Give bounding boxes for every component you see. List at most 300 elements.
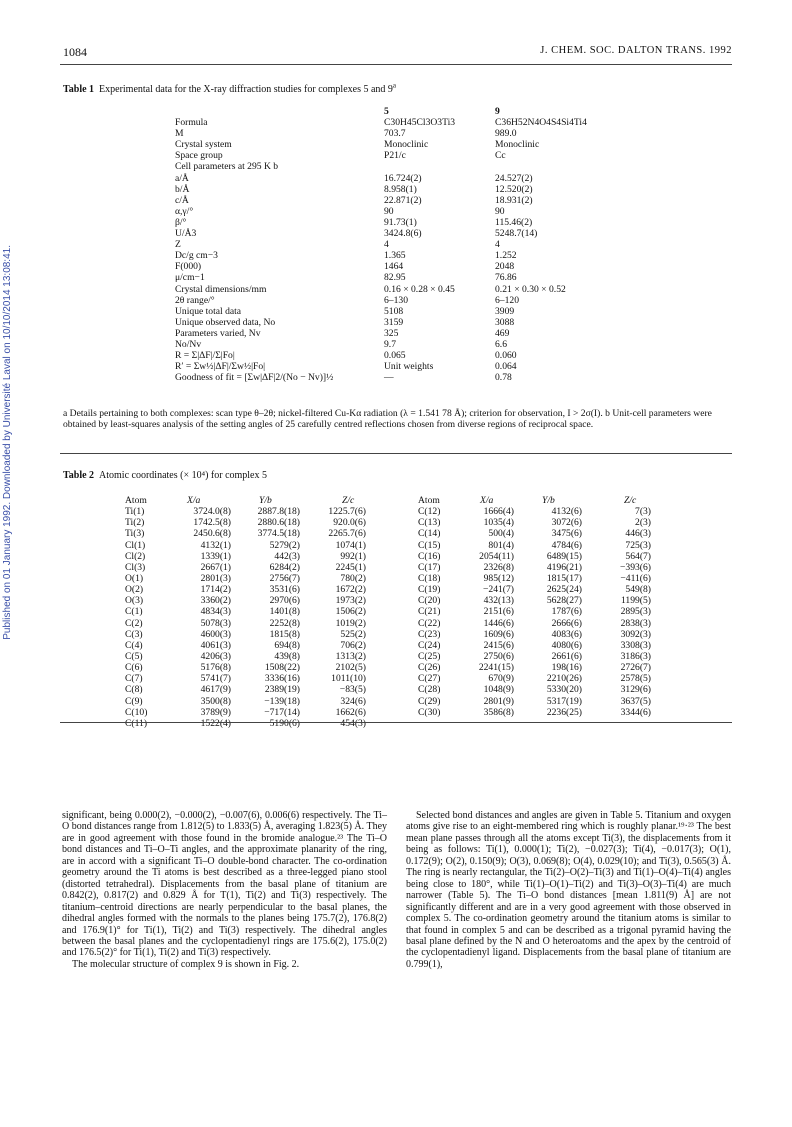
table2-row (125, 517, 408, 528)
table2-cell: 1662(6) (335, 706, 366, 718)
table2-cell: 3072(6) (551, 517, 582, 529)
table2-cell: 3789(9) (200, 706, 231, 718)
table1-cell: 91.73(1) (384, 216, 417, 228)
table1-cell: 0.21 × 0.30 × 0.52 (495, 283, 566, 295)
table1-cell: 2θ range/° (175, 294, 215, 306)
table2-row (418, 595, 693, 606)
table2-cell: 3531(6) (269, 584, 300, 596)
table2-row (125, 606, 408, 617)
table1-row (175, 328, 615, 339)
body-paragraph: Selected bond distances and angles are given in Table 5. Titanium and oxygen atoms give rise to an eight-membered ring which is roughly planar.¹⁹·²³ The best mean plane passes through all the atoms except Ti(3), the displacements from it being as follows: Ti(1), 0.000(1); Ti(2), −0.027(3); Ti(4), −0.017(3); O(1), 0.172(9); O(2), 0.150(9); O(3), 0.069(8); O(4), 0.029(10); and Ti(3), 0.565(3) Å. The ring is nearly rectangular, the Ti(2)–O(2)–Ti(3) and Ti(1)–O(4)–Ti(4) angles being close to 180°, while Ti(1)–O(1)–Ti(2) and Ti(3)–O(3)–Ti(4) are much narrower (Table 5). The Ti–O bond distances [mean 1.811(9) Å] are not significantly different and are in a very good agreement with those observed in complex 5. The co-ordination geometry around the titanium atoms is similar to that found in complex 5 and can be described as a trigonal pyramid having the basal plane defined by the N and O heteroatoms and the apex by the centroid of the cyclopentadienyl ligand. Displacements from the basal plane of titanium are 0.799(1), (406, 810, 731, 970)
table2-cell: 2236(25) (546, 706, 582, 718)
table1-cell: — (384, 372, 394, 384)
table1-cell: 6–130 (384, 294, 408, 306)
table1-cell: 4 (495, 239, 500, 251)
table2-header-cell: Atom (418, 495, 440, 506)
table2-header-cell: Atom (125, 495, 147, 506)
table1-cell: 0.78 (495, 372, 512, 384)
table2-cell: 2801(3) (200, 572, 231, 584)
table2-cell: C(30) (418, 706, 441, 718)
table2-row (125, 673, 408, 684)
table2-row (125, 584, 408, 595)
table1-header-cell: 9 (495, 106, 500, 117)
table1-cell: 16.724(2) (384, 172, 422, 184)
table1-header-cell: 5 (384, 106, 389, 117)
table2-cell: 2151(6) (483, 606, 514, 618)
body-paragraph: significant, being 0.000(2), −0.000(2), −0.007(6), 0.006(6) respectively. The Ti–O bond distances range from 1.812(5) to 1.833(5) Å, averaging 1.823(5) Å. They are in good agreement with those found in the bromide analogue.²³ The Ti–O bond distances and Ti–O–Ti angles, and the approximate planarity of the ring, are in accord with a significant Ti–O double-bond character. The co-ordination geometry around the Ti atoms is best described as a three-legged piano stool (distorted tetrahedral). Displacements from the basal plane of titanium are 0.842(2), 0.817(2) and 0.829 Å for T(1), Ti(2) and Ti(3) respectively. The titanium–centroid directions are nearly perpendicular to the basal planes, the dihedral angles formed with the normals to the planes being 175.7(2), 176.8(2) and 176.9(1)° for Ti(1), Ti(2) and Ti(3) respectively. The dihedral angles between the basal planes and the cyclopentadienyl rings are 175.6(2), 175.0(2) and 176.5(2)° for Ti(1), Ti(2) and Ti(3) respectively. (62, 810, 388, 959)
table2-row (418, 528, 693, 539)
table1-caption: Table 1 Experimental data for the X-ray diffraction studies for complexes 5 and 9$^a$ (63, 81, 397, 95)
table2-cell: 1225.7(6) (328, 506, 366, 518)
table2-cell: 985(12) (483, 572, 514, 584)
table2-cell: −139(18) (264, 695, 300, 707)
table2-row (125, 662, 408, 673)
table1-cell: 0.064 (495, 361, 517, 373)
table2-row (418, 696, 693, 707)
table2-cell: 2887.8(18) (257, 506, 300, 518)
table1-row (175, 306, 615, 317)
table2-cell: 5078(3) (200, 617, 231, 629)
table2-cell: 3637(5) (620, 695, 651, 707)
table2-cell: O(2) (125, 584, 144, 596)
table2-row (125, 651, 408, 662)
table2-cell: C(17) (418, 561, 441, 573)
table1-cell: No/Nv (175, 338, 202, 350)
table1-row (175, 228, 615, 239)
table1-row (175, 250, 615, 261)
table1-cell: Cc (495, 150, 506, 162)
table2-cell: 2252(8) (269, 617, 300, 629)
table2-cell: 1313(2) (335, 650, 366, 662)
table1-row (175, 150, 615, 161)
table2-row (418, 584, 693, 595)
table2-cell: 706(2) (340, 639, 366, 651)
table2-cell: 694(8) (274, 639, 300, 651)
table2-header-cell: Y/b (259, 495, 272, 506)
table1-header-row (175, 106, 615, 117)
table2-cell: 4600(3) (200, 628, 231, 640)
table2-cell: 2880.6(18) (257, 517, 300, 529)
table1-row (175, 195, 615, 206)
table1-row (175, 272, 615, 283)
table1-cell: Z (175, 239, 181, 251)
table1-cell: Crystal system (175, 139, 232, 151)
table1-row (175, 339, 615, 350)
table2-cell: 3344(6) (620, 706, 651, 718)
table1-cell: 12.520(2) (495, 183, 533, 195)
table2-cell: C(12) (418, 506, 441, 518)
table2-cell: 6489(15) (546, 550, 582, 562)
table2-cell: 5628(27) (546, 595, 582, 607)
table1 (175, 106, 615, 383)
table1-row (175, 117, 615, 128)
table2-row (125, 640, 408, 651)
table2-cell: 446(3) (625, 528, 651, 540)
table1-cell: 6.6 (495, 338, 507, 350)
table2-cell: 5176(8) (200, 662, 231, 674)
table2-row (418, 618, 693, 629)
table2-header-cell: Z/c (342, 495, 355, 506)
table2-row (418, 673, 693, 684)
table2-cell: −393(6) (620, 561, 651, 573)
table2-cell: 2245(1) (335, 561, 366, 573)
table1-cell: 5108 (384, 305, 404, 317)
table2-cell: O(1) (125, 572, 144, 584)
table2-cell: Cl(1) (125, 539, 146, 551)
table2-cell: 4132(6) (551, 506, 582, 518)
table1-row (175, 317, 615, 328)
table2-cell: 5190(6) (269, 717, 300, 729)
table2-cell: C(7) (125, 673, 143, 685)
table2-cell: 500(4) (488, 528, 514, 540)
table2-row (125, 684, 408, 695)
table2-cell: C(4) (125, 639, 143, 651)
table2-cell: 5330(20) (546, 684, 582, 696)
table2-cell: 2750(6) (483, 650, 514, 662)
table2-row (125, 528, 408, 539)
table2-cell: C(15) (418, 539, 441, 551)
table1-cell: Unique total data (175, 305, 242, 317)
table2-cell: 1446(6) (483, 617, 514, 629)
table2-cell: 1339(1) (200, 550, 231, 562)
table2-row (418, 506, 693, 517)
table1-footnote: a Details pertaining to both complexes: scan type θ–2θ; nickel-filtered Cu-Kα radiation (λ = 1.541 78 Å); criterion for observation, I > 2σ(I). b Unit-cell parameters were obtained by least-squares analysis of the setting angles of 25 carefully centred reflections chosen from diverse regions of reciprocal space. (63, 408, 712, 431)
table1-cell: Goodness of fit = [Σw|ΔF|2/(No − Nv)]½ (175, 372, 334, 384)
table2-cell: C(23) (418, 628, 441, 640)
provenance-sidebar (2, 245, 18, 855)
table2-cell: C(21) (418, 606, 441, 618)
table2-cell: 6284(2) (269, 561, 300, 573)
table2-cell: 3500(8) (200, 695, 231, 707)
table2-cell: 564(7) (625, 550, 651, 562)
table2-cell: −241(7) (483, 584, 514, 596)
table2-row (418, 651, 693, 662)
table1-cell: 4 (384, 239, 389, 251)
table2-cell: C(22) (418, 617, 441, 629)
table2-cell: 4617(9) (200, 684, 231, 696)
table2-cell: 670(9) (488, 673, 514, 685)
table1-cell: 22.871(2) (384, 194, 422, 206)
table2-cell: Cl(3) (125, 561, 146, 573)
table2-caption: Table 2 Atomic coordinates (× 10⁴) for complex 5 (63, 470, 267, 481)
table1-cell: C36H52N4O4S4Si4Ti4 (495, 117, 587, 129)
table2-cell: 1401(8) (269, 606, 300, 618)
table2-cell: C(25) (418, 650, 441, 662)
table2-header-cell: Y/b (542, 495, 555, 506)
table2-row (125, 506, 408, 517)
table2-cell: 801(4) (488, 539, 514, 551)
table2-cell: 4132(1) (200, 539, 231, 551)
table2-cell: 442(3) (274, 550, 300, 562)
table1-cell: R′ = Σw½|ΔF|/Σw½|Fo| (175, 361, 266, 373)
table2-cell: C(29) (418, 695, 441, 707)
table1-cell: 3088 (495, 316, 515, 328)
table1-cell: 24.527(2) (495, 172, 533, 184)
table2-row (125, 718, 408, 729)
table1-cell: 82.95 (384, 272, 406, 284)
table1-cell: U/Å3 (175, 228, 197, 240)
table2-cell: 3336(16) (264, 673, 300, 685)
table2-row (418, 606, 693, 617)
table2-cell: 2241(15) (478, 662, 514, 674)
table2-cell: 2415(6) (483, 639, 514, 651)
table1-bottom-rule (60, 453, 732, 454)
table1-cell: 989.0 (495, 128, 517, 140)
page-number: 1084 (63, 45, 87, 59)
table2-right-block (418, 495, 693, 718)
table2-cell: C(11) (125, 717, 148, 729)
table1-row (175, 239, 615, 250)
table1-header-cell (175, 106, 384, 117)
table2-header-cell: X/a (187, 495, 201, 506)
table2-cell: 439(8) (274, 650, 300, 662)
table2-cell: 3360(2) (200, 595, 231, 607)
table2-cell: 2625(24) (546, 584, 582, 596)
table2-cell: 4784(6) (551, 539, 582, 551)
table2-cell: 2801(9) (483, 695, 514, 707)
table1-row (175, 139, 615, 150)
table1-cell: 2048 (495, 261, 515, 273)
table2-cell: 2102(5) (335, 662, 366, 674)
table1-cell: C30H45Cl3O3Ti3 (384, 117, 456, 129)
table2-cell: 725(3) (625, 539, 651, 551)
table2-cell: 2838(3) (620, 617, 651, 629)
table1-cell: 1.252 (495, 250, 517, 262)
table2-cell: C(6) (125, 662, 143, 674)
table2-cell: 432(13) (483, 595, 514, 607)
table2-cell: 1609(6) (483, 628, 514, 640)
table2-row (125, 595, 408, 606)
table2-cell: 1522(4) (200, 717, 231, 729)
table2-cell: 4083(6) (551, 628, 582, 640)
table1-cell: Parameters varied, Nv (175, 327, 261, 339)
table2-cell: 1199(5) (620, 595, 651, 607)
table1-cell: α,γ/° (175, 205, 194, 217)
table1-cell: P21/c (384, 150, 406, 162)
table1-cell: 1464 (384, 261, 404, 273)
table1-cell: 3159 (384, 316, 404, 328)
table2-cell: C(13) (418, 517, 441, 529)
table2-cell: C(24) (418, 639, 441, 651)
table1-cell: 325 (384, 327, 399, 339)
table2-header-row (418, 495, 693, 506)
table2-cell: 5741(7) (200, 673, 231, 685)
table2-cell: C(10) (125, 706, 148, 718)
provenance-text: Published on 01 January 1992. Downloaded by Université Laval on 10/10/2014 13:08:41. (2, 245, 13, 640)
table1-cell: 1.365 (384, 250, 406, 262)
table1-cell: 6–120 (495, 294, 519, 306)
table1-row (175, 161, 615, 172)
table2-cell: C(19) (418, 584, 441, 596)
header-rule (60, 64, 732, 65)
table2-row (125, 629, 408, 640)
table1-cell: b/Å (175, 183, 190, 195)
table2-cell: 2726(7) (620, 662, 651, 674)
table2-cell: 4834(3) (200, 606, 231, 618)
table2-cell: 2(3) (635, 517, 651, 529)
table1-cell: μ/cm−1 (175, 272, 205, 284)
table2-cell: 1019(2) (335, 617, 366, 629)
table1-cell: Unit weights (384, 361, 434, 373)
table1-cell: 9.7 (384, 338, 396, 350)
table2-cell: 1508(22) (264, 662, 300, 674)
table2-row (125, 696, 408, 707)
table2-row (125, 562, 408, 573)
table2-cell: 3774.5(18) (257, 528, 300, 540)
table2-cell: 549(8) (625, 584, 651, 596)
table1-row (175, 295, 615, 306)
table1-cell: Cell parameters at 295 K b (175, 161, 279, 173)
table2-cell: 1742.5(8) (193, 517, 231, 529)
table2-cell: 2265.7(6) (328, 528, 366, 540)
table1-cell (495, 161, 615, 172)
table1-cell: 703.7 (384, 128, 406, 140)
table2-cell: 1815(8) (269, 628, 300, 640)
table2-bottom-rule (60, 722, 732, 723)
table1-cell: Space group (175, 150, 223, 162)
table2-header-cell: X/a (480, 495, 494, 506)
table2-cell: 4196(21) (546, 561, 582, 573)
table2-header-row (125, 495, 408, 506)
table1-cell: 469 (495, 327, 510, 339)
table1-row (175, 128, 615, 139)
table1-cell: 76.86 (495, 272, 517, 284)
table2-row (418, 662, 693, 673)
table2-cell: 1035(4) (483, 517, 514, 529)
table2-row (418, 684, 693, 695)
table2-cell: C(3) (125, 628, 143, 640)
table2-cell: 198(16) (551, 662, 582, 674)
table2-cell: C(14) (418, 528, 441, 540)
table1-cell: 0.065 (384, 350, 406, 362)
table1-row (175, 261, 615, 272)
table1-row (175, 372, 615, 383)
table2-cell: 4061(3) (200, 639, 231, 651)
table2-cell: 4080(6) (551, 639, 582, 651)
table2-cell: 1973(2) (335, 595, 366, 607)
table2-cell: 3724.0(8) (193, 506, 231, 518)
table2-cell: 1074(1) (335, 539, 366, 551)
table2-cell: 780(2) (340, 572, 366, 584)
table2-cell: 1787(6) (551, 606, 582, 618)
table1-cell: M (175, 128, 184, 140)
table2-cell: 324(6) (340, 695, 366, 707)
table1-row (175, 206, 615, 217)
table2-cell: C(2) (125, 617, 143, 629)
table2-cell: 1672(2) (335, 584, 366, 596)
table2-cell: 2661(6) (551, 650, 582, 662)
table1-cell: Monoclinic (495, 139, 540, 151)
table2-row (418, 573, 693, 584)
table2-cell: 2326(8) (483, 561, 514, 573)
table2-cell: 5317(19) (546, 695, 582, 707)
table1-cell: Unique observed data, No (175, 316, 276, 328)
table1-cell: 3424.8(6) (384, 228, 422, 240)
table2-cell: 2450.6(8) (193, 528, 231, 540)
table2-cell: 1666(4) (483, 506, 514, 518)
table2-cell: C(9) (125, 695, 143, 707)
table2-cell: 2210(26) (546, 673, 582, 685)
table2-cell: 1714(2) (200, 584, 231, 596)
table1-row (175, 350, 615, 361)
table2-row (418, 629, 693, 640)
table1-cell: 0.16 × 0.28 × 0.45 (384, 283, 455, 295)
journal-header: J. CHEM. SOC. DALTON TRANS. 1992 (540, 45, 732, 56)
table2-row (418, 707, 693, 718)
body-left-column (62, 810, 387, 970)
table2-cell: −83(5) (339, 684, 366, 696)
table1-cell: Formula (175, 117, 208, 129)
table2-cell: 4206(3) (200, 650, 231, 662)
table1-cell: c/Å (175, 194, 189, 206)
table1-cell: a/Å (175, 172, 189, 184)
table1-cell: R = Σ|ΔF|/Σ|Fo| (175, 350, 235, 362)
table2-cell: C(8) (125, 684, 143, 696)
table1-cell: 3909 (495, 305, 515, 317)
table1-row (175, 184, 615, 195)
table2-cell: −717(14) (264, 706, 300, 718)
table1-cell: 8.958(1) (384, 183, 417, 195)
table2-cell: 3186(3) (620, 650, 651, 662)
table1-cell: 90 (495, 205, 505, 217)
table2-cell: 7(3) (635, 506, 651, 518)
table1-cell: β/° (175, 216, 187, 228)
table2-cell: 2666(6) (551, 617, 582, 629)
table2-cell: Ti(2) (125, 517, 145, 529)
table2-left-block (125, 495, 408, 729)
table2-cell: 3308(3) (620, 639, 651, 651)
table2-cell: 1815(17) (546, 572, 582, 584)
table1-row (175, 173, 615, 184)
table1-cell: Monoclinic (384, 139, 429, 151)
table2-cell: C(18) (418, 572, 441, 584)
table1-row (175, 284, 615, 295)
table2-row (418, 517, 693, 528)
body-paragraph: The molecular structure of complex 9 is shown in Fig. 2. (72, 958, 300, 970)
table1-row (175, 217, 615, 228)
table2-cell: −411(6) (620, 572, 651, 584)
table2-row (418, 551, 693, 562)
table2-cell: Ti(1) (125, 506, 145, 518)
table1-cell: Crystal dimensions/mm (175, 283, 267, 295)
table2-row (125, 707, 408, 718)
table2-cell: C(1) (125, 606, 143, 618)
table2-cell: 992(1) (340, 550, 366, 562)
table2-cell: 2895(3) (620, 606, 651, 618)
table2-cell: 3092(3) (620, 628, 651, 640)
table2-cell: C(27) (418, 673, 441, 685)
table1-cell: 5248.7(14) (495, 228, 538, 240)
table2-row (418, 562, 693, 573)
table2-cell: 2970(6) (269, 595, 300, 607)
table2-row (125, 540, 408, 551)
table2-cell: 3129(6) (620, 684, 651, 696)
table2-cell: 2578(5) (620, 673, 651, 685)
table2-cell: Cl(2) (125, 550, 146, 562)
table2-cell: 2667(1) (200, 561, 231, 573)
table2-cell: C(16) (418, 550, 441, 562)
table2-header-cell: Z/c (624, 495, 637, 506)
table1-cell: 18.931(2) (495, 194, 533, 206)
table2-cell: 5279(2) (269, 539, 300, 551)
table1-cell: Dc/g cm−3 (175, 250, 218, 262)
table2-cell: 454(3) (340, 717, 366, 729)
table2-cell: 1011(10) (331, 673, 366, 685)
table2-cell: C(26) (418, 662, 441, 674)
table2-cell: 920.0(6) (333, 517, 366, 529)
table1-cell: 90 (384, 205, 394, 217)
table2-cell: C(20) (418, 595, 441, 607)
